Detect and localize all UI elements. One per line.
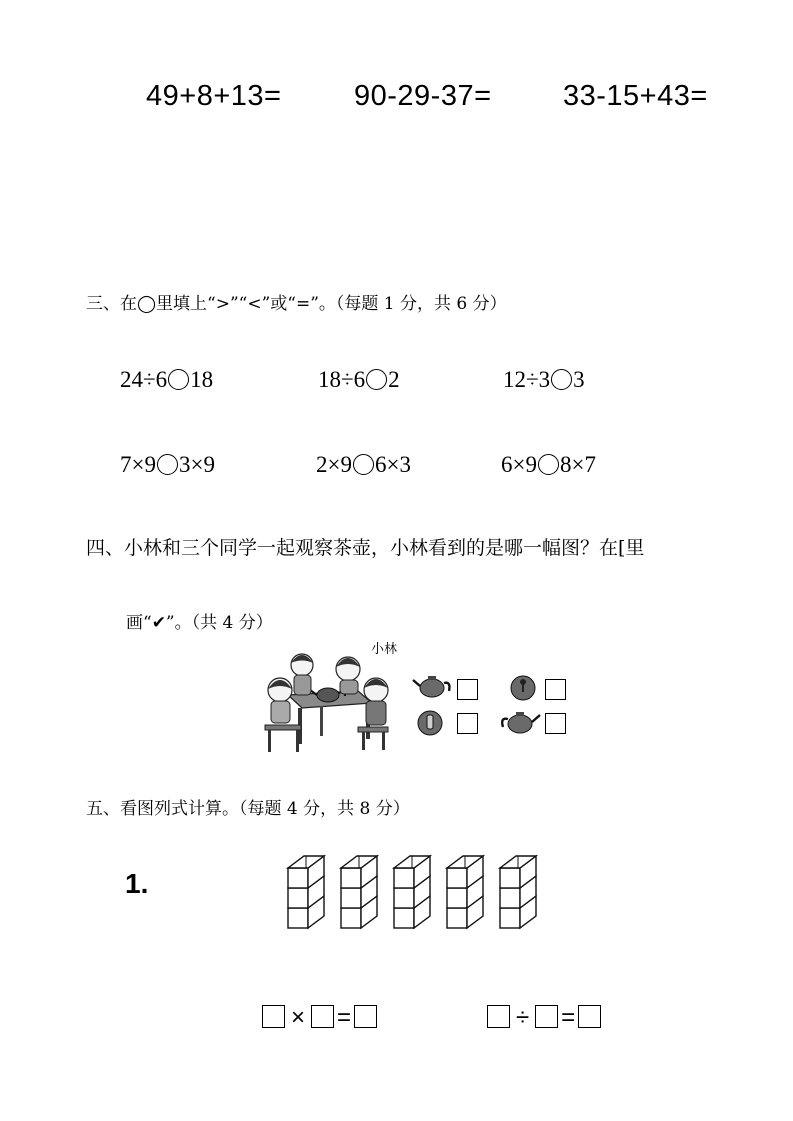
cube-stack (341, 856, 377, 928)
answer-box[interactable] (487, 1005, 510, 1028)
equals-sign: = (561, 1004, 576, 1031)
compare-right: 18 (190, 367, 214, 392)
compare-left: 24÷6 (120, 367, 168, 392)
compare-item-1 (120, 367, 213, 393)
compare-right: 3 (573, 367, 585, 392)
cube (500, 908, 520, 928)
answer-box-teapot-3[interactable] (457, 713, 478, 734)
calc-2: 90-29-37= (354, 80, 492, 112)
cube-stack (500, 856, 536, 928)
cube-stack (394, 856, 430, 928)
cube-stacks-figure (284, 852, 546, 932)
compare-right: 2 (388, 367, 400, 392)
answer-box[interactable] (262, 1005, 285, 1028)
calc-3: 33-15+43= (563, 80, 708, 112)
calc-1: 49+8+13= (146, 80, 282, 112)
section4-heading: 四、小林和三个同学一起观察茶壶，小林看到的是哪一幅图？在[里 (86, 537, 645, 559)
section5-heading: 五、看图列式计算。（每题 4 分，共 8 分） (86, 799, 410, 819)
compare-item-3 (503, 367, 585, 393)
teapot-side-view-mirrored-icon (498, 705, 542, 737)
compare-item-4 (120, 452, 215, 478)
compare-left: 6×9 (501, 452, 537, 477)
answer-box-teapot-4[interactable] (545, 713, 566, 734)
compare-left: 18÷6 (318, 367, 366, 392)
cube (341, 888, 361, 908)
cube (341, 868, 361, 888)
answer-box-teapot-1[interactable] (457, 679, 478, 700)
equation-multiplication (262, 1004, 377, 1032)
answer-circle[interactable] (353, 454, 374, 475)
answer-circle[interactable] (538, 454, 559, 475)
answer-box-teapot-2[interactable] (545, 679, 566, 700)
compare-right: 3×9 (178, 452, 215, 477)
teapot-handle-front-icon (415, 707, 445, 737)
cube (341, 908, 361, 928)
compare-item-2 (318, 367, 400, 393)
answer-circle[interactable] (551, 369, 572, 390)
problem-number: 1. (125, 868, 149, 899)
section3-heading: 三、在◯里填上“>”“<”或“=”。（每题 1 分，共 6 分） (86, 294, 507, 314)
cube-stack (447, 856, 483, 928)
divide-sign: ÷ (516, 1004, 530, 1031)
compare-right: 6×3 (374, 452, 411, 477)
multiply-sign: × (291, 1004, 306, 1031)
cube (394, 888, 414, 908)
cube (394, 908, 414, 928)
cube (500, 888, 520, 908)
cube (447, 868, 467, 888)
compare-right: 8×7 (559, 452, 596, 477)
cube-stack (288, 856, 324, 928)
section4-subline: 画“✔”。（共 4 分） (126, 613, 273, 633)
compare-left: 7×9 (120, 452, 156, 477)
teapot-spout-front-icon (508, 672, 538, 702)
cube (447, 888, 467, 908)
answer-circle[interactable] (366, 369, 387, 390)
teapot-side-view-icon (412, 670, 452, 700)
children-at-table-illustration (262, 645, 397, 755)
figure-label-xiaolin: 小林 (371, 642, 398, 657)
cube (288, 888, 308, 908)
cube (500, 868, 520, 888)
compare-left: 12÷3 (503, 367, 551, 392)
equals-sign: = (337, 1004, 352, 1031)
answer-box[interactable] (354, 1005, 377, 1028)
compare-left: 2×9 (316, 452, 352, 477)
equation-division (487, 1004, 601, 1032)
cube (394, 868, 414, 888)
answer-circle[interactable] (168, 369, 189, 390)
answer-box[interactable] (311, 1005, 334, 1028)
cube (288, 868, 308, 888)
cube (447, 908, 467, 928)
answer-box[interactable] (578, 1005, 601, 1028)
compare-item-5 (316, 452, 411, 478)
cube (288, 908, 308, 928)
answer-circle[interactable] (157, 454, 178, 475)
compare-item-6 (501, 452, 596, 478)
answer-box[interactable] (535, 1005, 558, 1028)
